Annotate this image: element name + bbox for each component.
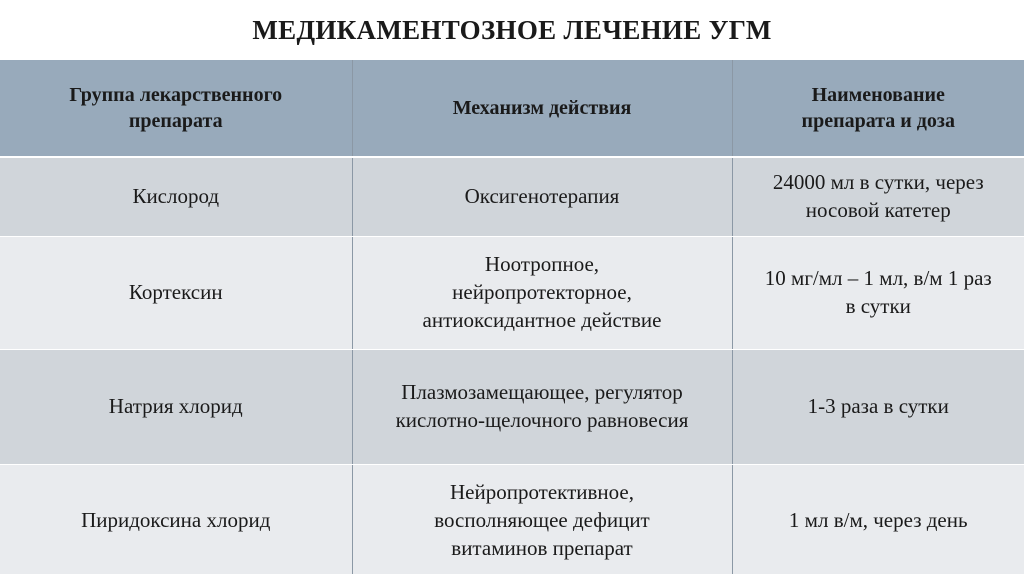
cell-mechanism [352,237,732,350]
cell-line: Оксигенотерапия [464,184,620,209]
cell-dose [732,465,1024,574]
cell-line: 10 мг/мл – 1 мл, в/м 1 раз [764,266,992,291]
header-line: препарата и доза [801,110,955,132]
cell-group [0,157,352,237]
treatment-table [0,60,1024,574]
page-title: МЕДИКАМЕНТОЗНОЕ ЛЕЧЕНИЕ УГМ [252,14,772,45]
table-row [0,350,1024,465]
cell-line: кислотно-щелочного равновесия [395,408,689,432]
cell-line: в сутки [845,294,911,318]
header-mechanism [352,60,732,157]
cell-mechanism [352,157,732,237]
cell-line: Кортексин [128,280,223,305]
cell-group [0,465,352,574]
cell-mechanism [352,350,732,465]
cell-line: Кислород [132,184,220,209]
cell-mechanism [352,465,732,574]
header-drug-name-dose [732,60,1024,157]
header-line: Механизм действия [452,96,632,119]
cell-line: восполняющее дефицит [434,508,650,533]
cell-dose [732,157,1024,237]
cell-group [0,237,352,350]
cell-line: Плазмозамещающее, регулятор [401,380,683,405]
cell-group [0,350,352,465]
header-line: Наименование [811,83,945,106]
cell-line: витаминов препарат [451,535,633,560]
header-drug-group [0,60,352,157]
cell-line: Натрия хлорид [108,394,243,419]
cell-dose [732,237,1024,350]
cell-line: нейропротекторное, [452,280,632,305]
cell-line: 1 мл в/м, через день [788,508,968,533]
cell-line: антиоксидантное действие [422,307,662,332]
cell-line: Пиридоксина хлорид [81,508,271,533]
cell-dose [732,350,1024,465]
cell-line: Ноотропное, [484,252,600,277]
table-row [0,157,1024,237]
cell-line: 1-3 раза в сутки [807,394,949,419]
table-header-row [0,60,1024,157]
table-row [0,465,1024,574]
cell-line: Нейропротективное, [449,480,634,505]
cell-line: носовой катетер [805,198,951,222]
header-line: препарата [128,110,223,132]
cell-line: 24000 мл в сутки, через [772,170,984,195]
header-line: Группа лекарственного [69,83,283,106]
table-row [0,237,1024,350]
